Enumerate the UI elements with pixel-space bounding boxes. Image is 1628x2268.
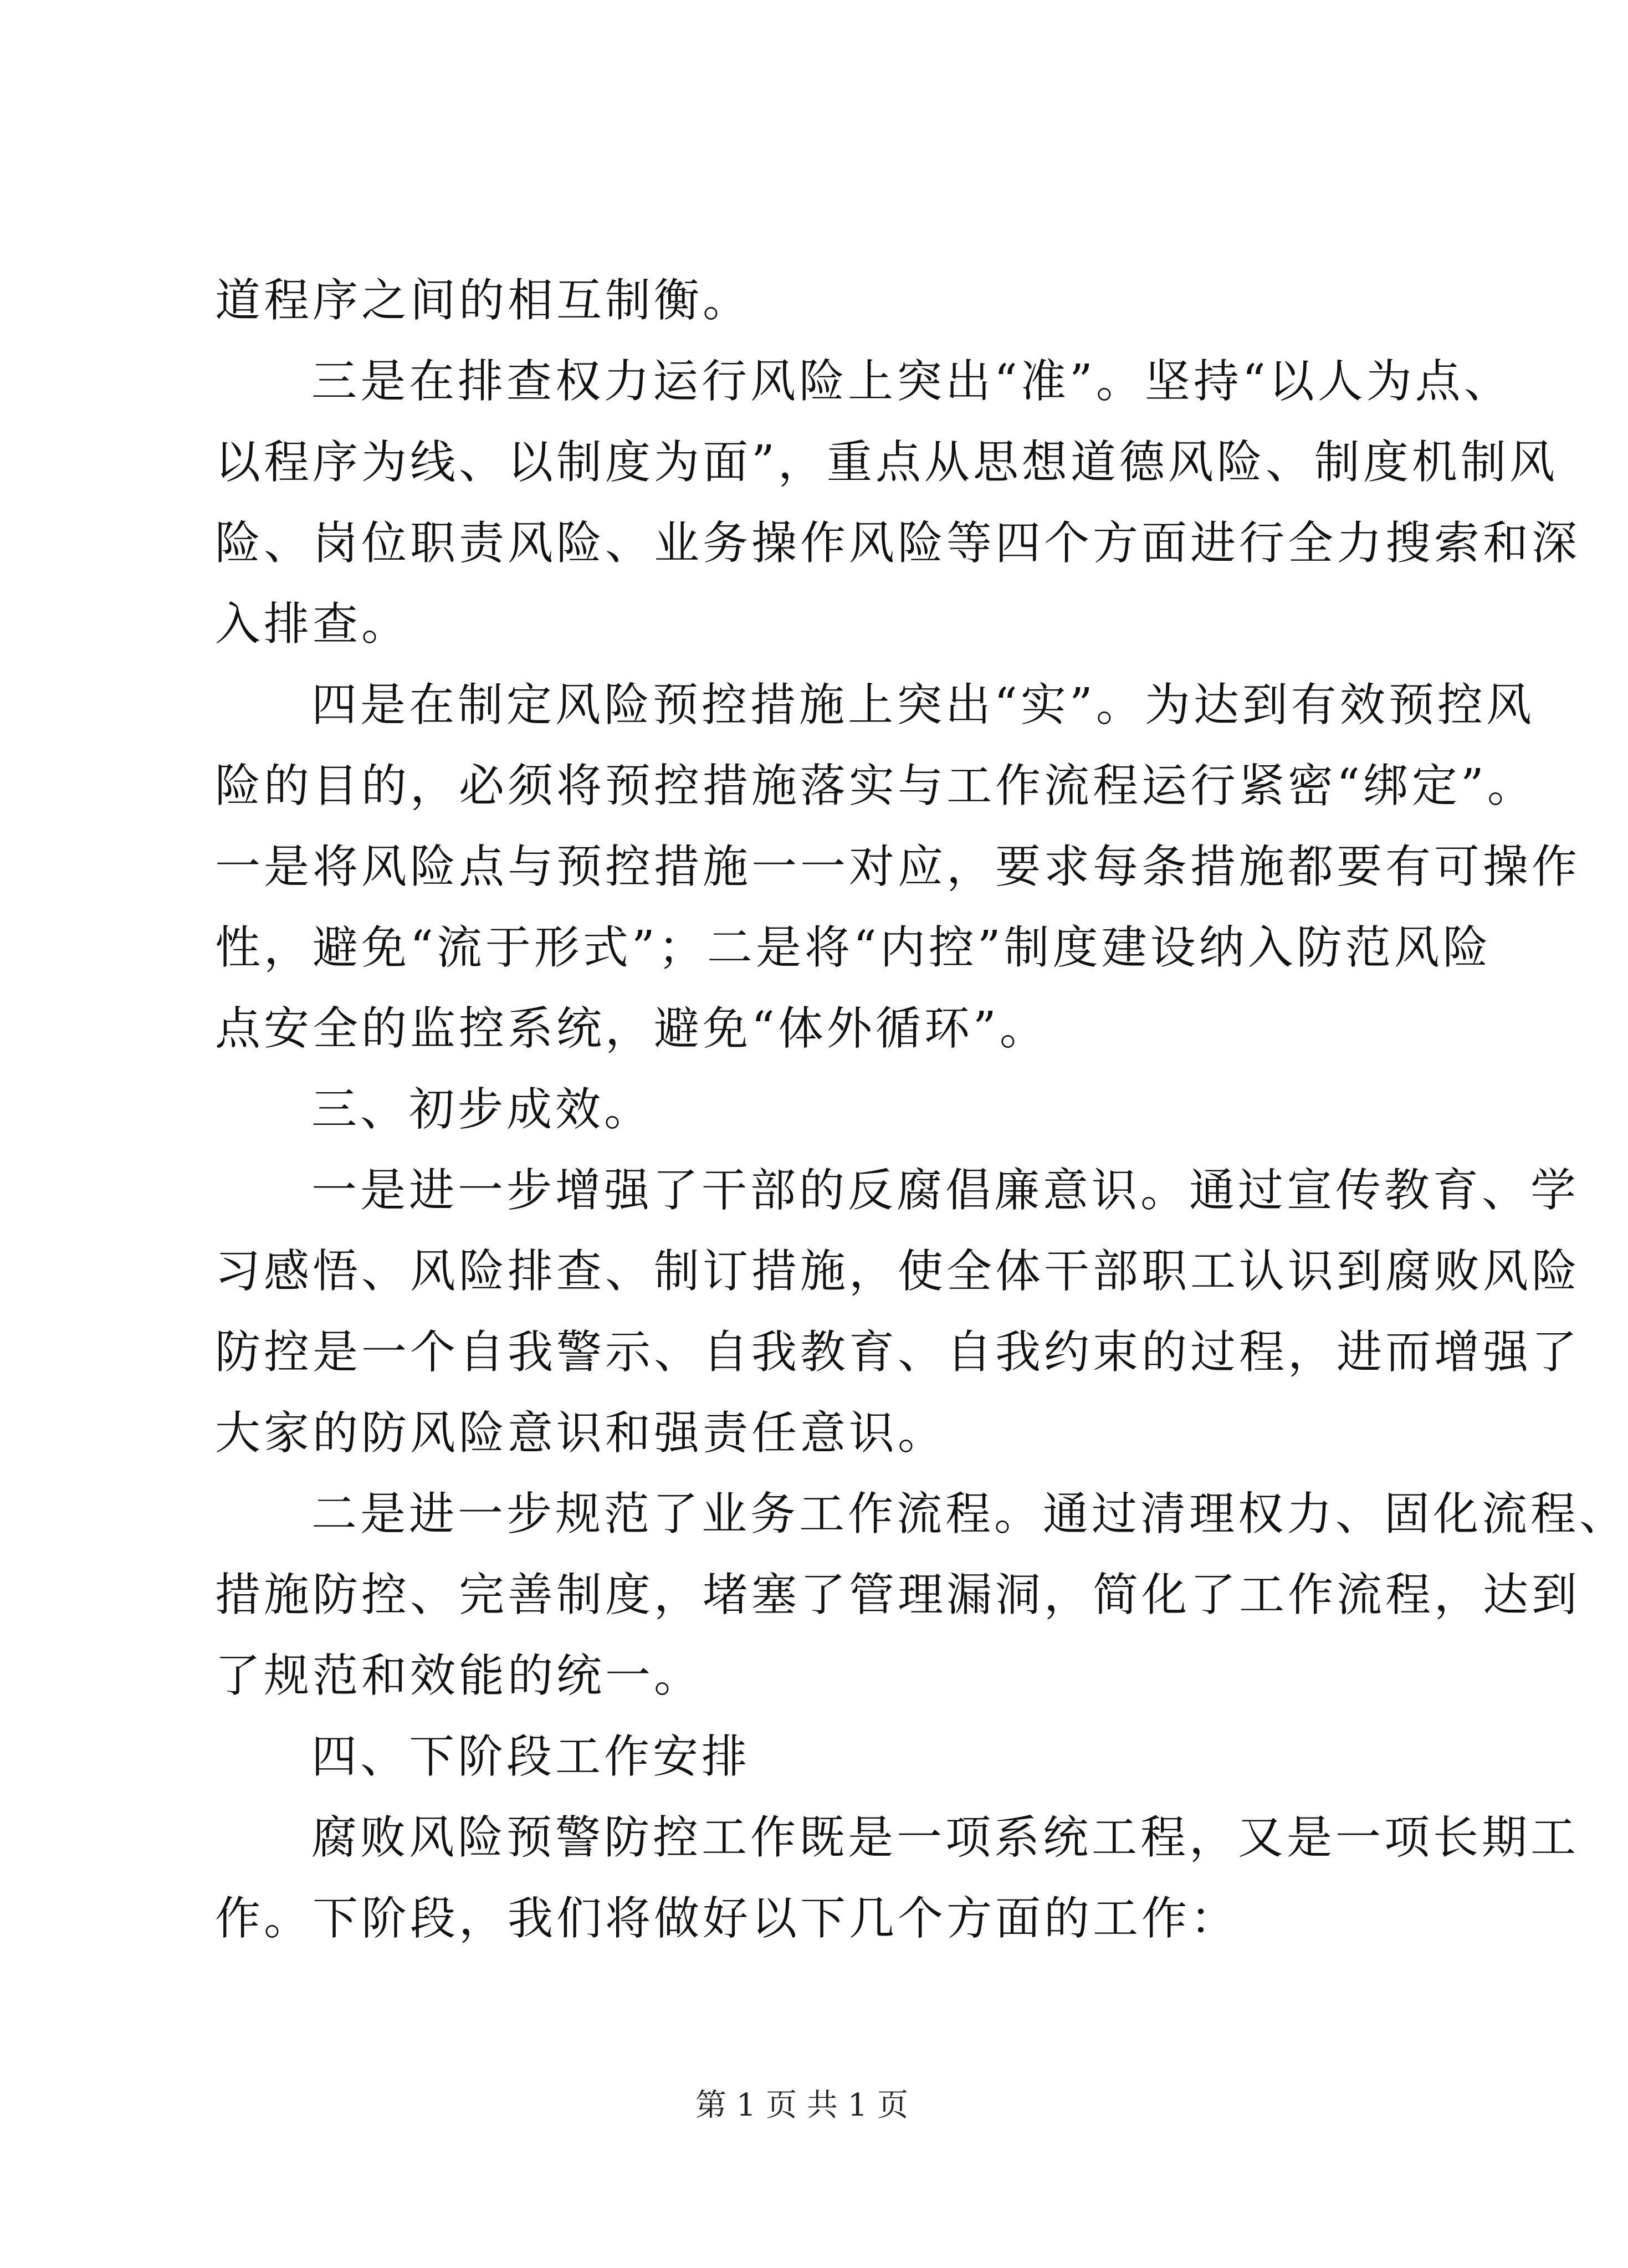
text-line: 习感悟、风险排查、制订措施，使全体干部职工认识到腐败风险 — [215, 1245, 1581, 1298]
page-footer: 第 1 页 共 1 页 — [695, 2087, 909, 2123]
text-line: 腐败风险预警防控工作既是一项系统工程，又是一项长期工 — [311, 1811, 1580, 1864]
text-line: 四、下阶段工作安排 — [311, 1731, 751, 1783]
document-body — [215, 260, 1628, 1959]
text-line: 险、岗位职责风险、业务操作风险等四个方面进行全力搜索和深 — [215, 517, 1581, 570]
text-line: 性，避免“流于形式”；二是将“内控”制度建设纳入防范风险 — [215, 921, 1492, 974]
text-line: 道程序之间的相互制衡。 — [215, 274, 752, 327]
text-line: 大家的防风险意识和强责任意识。 — [215, 1407, 947, 1460]
text-line: 防控是一个自我警示、自我教育、自我约束的过程，进而增强了 — [215, 1326, 1581, 1379]
text-line: 入排查。 — [215, 598, 411, 651]
text-line: 三是在排查权力运行风险上突出“准”。坚持“以人为点、 — [311, 355, 1513, 408]
text-line: 险的目的，必须将预控措施落实与工作流程运行紧密“绑定”。 — [215, 760, 1536, 812]
text-line: 一是进一步增强了干部的反腐倡廉意识。通过宣传教育、学 — [311, 1164, 1580, 1217]
text-line: 以程序为线、以制度为面”，重点从思想道德风险、制度机制风 — [215, 436, 1558, 489]
text-line: 点安全的监控系统，避免“体外循环”。 — [215, 1002, 1048, 1055]
text-line: 了规范和效能的统一。 — [215, 1650, 703, 1702]
text-line: 四是在制定风险预控措施上突出“实”。为达到有效预控风 — [311, 679, 1535, 731]
text-line: 措施防控、完善制度，堵塞了管理漏洞，简化了工作流程，达到 — [215, 1569, 1581, 1621]
text-line: 作。下阶段，我们将做好以下几个方面的工作： — [215, 1892, 1240, 1945]
text-line: 一是将风险点与预控措施一一对应，要求每条措施都要有可操作 — [215, 841, 1581, 893]
text-line: 二是进一步规范了业务工作流程。通过清理权力、固化流程、 — [311, 1488, 1628, 1540]
text-line: 三、初步成效。 — [311, 1083, 653, 1136]
